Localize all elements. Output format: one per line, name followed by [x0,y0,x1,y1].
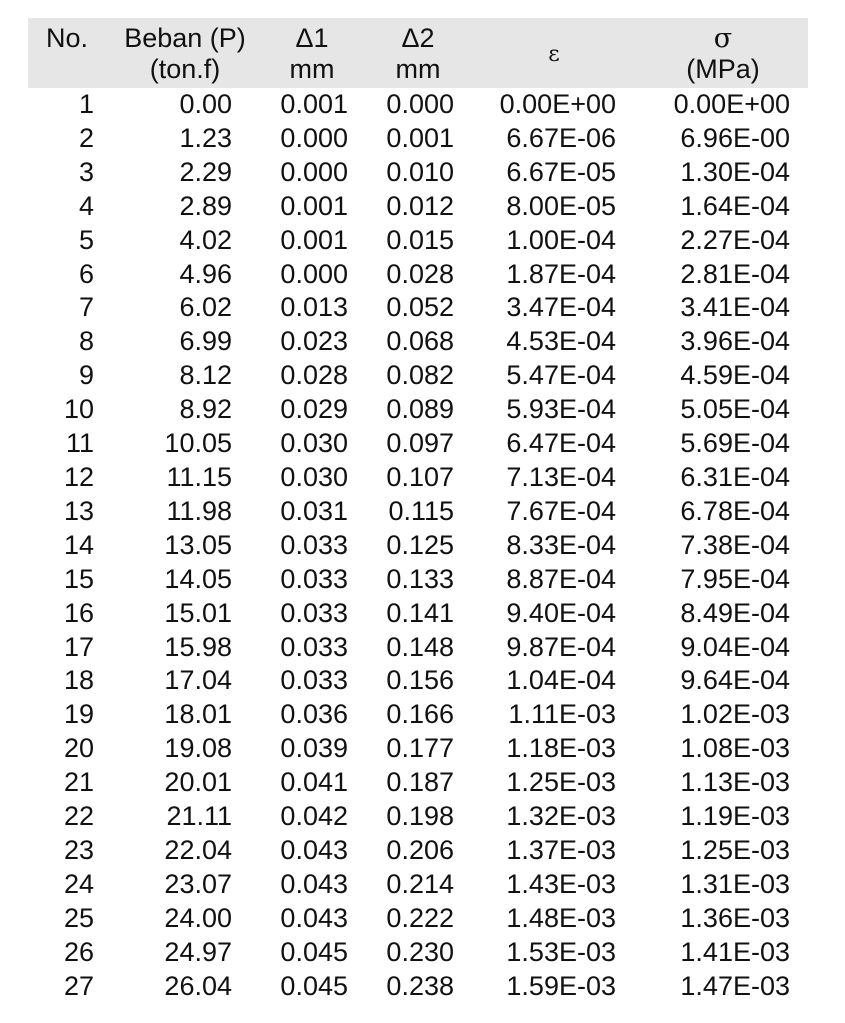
cell-stress: 5.05E-04 [680,394,790,425]
cell-strain: 1.37E-03 [506,834,616,865]
cell-load: 2.89 [179,190,232,221]
table-row [28,529,808,563]
cell-strain: 8.00E-05 [506,190,616,221]
header-stress [638,18,808,88]
cell-delta1: 0.000 [280,122,348,153]
header-no [28,18,112,88]
cell-no: 1 [78,89,94,119]
cell-no: 6 [78,258,94,289]
cell-no: 27 [63,970,94,1001]
cell-delta2: 0.012 [386,190,454,221]
table-row [28,258,808,292]
cell-load: 0.00 [179,89,232,119]
cell-load: 24.97 [164,936,232,967]
cell-stress: 9.64E-04 [680,665,790,696]
cell-delta1: 0.031 [280,495,348,526]
cell-delta2: 0.000 [386,89,454,119]
cell-delta1: 0.042 [280,801,348,832]
table-row [28,732,808,766]
table-header [28,18,808,88]
cell-no: 12 [63,461,94,492]
cell-no: 13 [63,495,94,526]
cell-no: 14 [63,529,94,560]
header-strain [470,18,638,88]
cell-no: 4 [78,190,94,221]
cell-stress: 4.59E-04 [680,360,790,391]
cell-load: 4.96 [179,258,232,289]
cell-stress: 2.27E-04 [680,224,790,255]
cell-delta2: 0.206 [386,834,454,865]
cell-strain: 1.11E-03 [508,699,616,730]
cell-delta2: 0.148 [386,631,454,662]
cell-delta2: 0.166 [386,699,454,730]
cell-delta1: 0.033 [280,597,348,628]
cell-delta1: 0.028 [280,360,348,391]
cell-stress: 1.19E-03 [680,801,790,832]
cell-strain: 1.18E-03 [506,733,616,764]
cell-delta2: 0.177 [386,733,454,764]
cell-strain: 5.93E-04 [506,394,616,425]
cell-stress: 2.81E-04 [680,258,790,289]
cell-delta1: 0.000 [280,156,348,187]
table-row [28,156,808,190]
cell-load: 11.98 [166,495,232,526]
cell-stress: 1.41E-03 [680,936,790,967]
table-row [28,766,808,800]
cell-load: 6.02 [179,292,232,323]
cell-strain: 8.87E-04 [506,563,616,594]
table-row [28,563,808,597]
header-delta2 [366,18,470,88]
cell-load: 10.05 [164,428,232,459]
cell-stress: 1.25E-03 [680,834,790,865]
table-row [28,359,808,393]
cell-no: 26 [63,936,94,967]
cell-delta2: 0.001 [386,122,454,153]
header-no-label: No. [46,23,89,53]
cell-strain: 1.25E-03 [506,767,616,798]
cell-stress: 1.13E-03 [680,767,790,798]
cell-load: 19.08 [164,733,232,764]
cell-load: 18.01 [164,699,232,730]
cell-delta2: 0.010 [386,156,454,187]
cell-delta1: 0.023 [280,326,348,357]
table-row [28,970,808,1004]
cell-delta1: 0.033 [280,563,348,594]
cell-delta1: 0.013 [280,292,348,323]
cell-no: 16 [63,597,94,628]
cell-no: 2 [78,122,94,153]
cell-load: 17.04 [164,665,232,696]
header-load-label: Beban (P) [124,23,246,53]
cell-delta2: 0.238 [386,970,454,1001]
cell-strain: 5.47E-04 [506,360,616,391]
cell-strain: 1.32E-03 [506,801,616,832]
cell-no: 15 [63,563,94,594]
cell-load: 1.23 [179,122,232,153]
cell-delta2: 0.015 [386,224,454,255]
cell-load: 2.29 [179,156,232,187]
table-row [28,291,808,325]
cell-delta2: 0.082 [386,360,454,391]
table-body [28,88,808,1003]
cell-no: 21 [63,767,94,798]
cell-delta2: 0.107 [386,461,454,492]
table-row [28,597,808,631]
cell-strain: 1.59E-03 [506,970,616,1001]
cell-delta2: 0.028 [386,258,454,289]
cell-strain: 3.47E-04 [506,292,616,323]
cell-load: 8.92 [179,394,232,425]
cell-load: 11.15 [166,461,232,492]
table-row [28,224,808,258]
header-delta1 [258,18,366,88]
cell-strain: 4.53E-04 [506,326,616,357]
table-row [28,664,808,698]
cell-delta1: 0.043 [280,834,348,865]
cell-stress: 3.41E-04 [680,292,790,323]
cell-no: 24 [63,868,94,899]
cell-no: 5 [78,224,94,255]
cell-stress: 1.47E-03 [680,970,790,1001]
cell-delta1: 0.039 [280,733,348,764]
cell-load: 13.05 [164,529,232,560]
cell-delta1: 0.033 [280,665,348,696]
cell-delta1: 0.043 [280,902,348,933]
table-row [28,495,808,529]
cell-strain: 0.00E+00 [499,89,616,119]
cell-stress: 1.64E-04 [680,190,790,221]
cell-strain: 1.53E-03 [506,936,616,967]
cell-no: 17 [63,631,94,662]
cell-delta1: 0.030 [280,461,348,492]
cell-stress: 1.08E-03 [680,733,790,764]
cell-load: 15.98 [164,631,232,662]
cell-delta1: 0.001 [280,190,348,221]
cell-load: 24.00 [164,902,232,933]
header-strain-symbol: ε [548,41,560,67]
cell-no: 3 [78,156,94,187]
cell-strain: 9.87E-04 [506,631,616,662]
cell-strain: 1.00E-04 [506,224,616,255]
cell-delta1: 0.033 [280,529,348,560]
header-delta1-label: Δ1 [295,23,329,53]
header-load-unit: (ton.f) [149,54,221,84]
cell-no: 22 [63,801,94,832]
cell-delta1: 0.000 [280,258,348,289]
cell-delta1: 0.033 [280,631,348,662]
table-row [28,834,808,868]
cell-delta1: 0.043 [280,868,348,899]
cell-stress: 8.49E-04 [680,597,790,628]
cell-strain: 6.67E-05 [506,156,616,187]
cell-no: 8 [78,326,94,357]
cell-strain: 6.67E-06 [506,122,616,153]
header-row [28,18,808,88]
cell-no: 11 [65,428,94,459]
cell-delta1: 0.041 [280,767,348,798]
cell-load: 21.11 [166,801,232,832]
cell-load: 8.12 [179,360,232,391]
cell-delta2: 0.097 [386,428,454,459]
cell-strain: 8.33E-04 [506,529,616,560]
cell-load: 20.01 [164,767,232,798]
table-row [28,325,808,359]
table-row [28,88,808,122]
table-row [28,800,808,834]
table-row [28,868,808,902]
cell-stress: 6.96E-00 [680,122,790,153]
cell-stress: 0.00E+00 [673,89,790,119]
cell-load: 4.02 [179,224,232,255]
cell-no: 10 [63,394,94,425]
cell-strain: 6.47E-04 [506,428,616,459]
cell-stress: 1.02E-03 [680,699,790,730]
table-row [28,631,808,665]
cell-load: 15.01 [164,597,232,628]
cell-load: 14.05 [164,563,232,594]
cell-no: 23 [63,834,94,865]
cell-stress: 6.78E-04 [680,495,790,526]
cell-stress: 7.38E-04 [680,529,790,560]
load-test-table [28,18,808,1003]
cell-stress: 9.04E-04 [680,631,790,662]
cell-stress: 5.69E-04 [680,428,790,459]
header-delta1-unit: mm [289,54,335,84]
cell-stress: 1.36E-03 [680,902,790,933]
cell-no: 18 [63,665,94,696]
cell-no: 20 [63,733,94,764]
header-delta2-label: Δ2 [401,23,435,53]
cell-no: 25 [63,902,94,933]
cell-load: 26.04 [164,970,232,1001]
cell-strain: 1.48E-03 [506,902,616,933]
header-delta2-unit: mm [395,54,441,84]
cell-delta1: 0.030 [280,428,348,459]
cell-delta2: 0.115 [388,495,454,526]
cell-delta2: 0.230 [386,936,454,967]
cell-no: 7 [78,292,94,323]
cell-delta2: 0.089 [386,394,454,425]
table-row [28,427,808,461]
header-stress-symbol: σ [713,23,733,54]
cell-delta1: 0.001 [280,89,348,119]
cell-no: 19 [63,699,94,730]
cell-stress: 3.96E-04 [680,326,790,357]
cell-delta2: 0.133 [386,563,454,594]
table-row [28,190,808,224]
table-row [28,393,808,427]
cell-strain: 1.87E-04 [506,258,616,289]
cell-delta2: 0.214 [386,868,454,899]
cell-load: 23.07 [164,868,232,899]
cell-delta2: 0.156 [386,665,454,696]
table-row [28,122,808,156]
cell-delta2: 0.222 [386,902,454,933]
cell-load: 6.99 [179,326,232,357]
table-row [28,902,808,936]
table-row [28,936,808,970]
cell-stress: 1.30E-04 [680,156,790,187]
cell-delta1: 0.001 [280,224,348,255]
cell-strain: 7.67E-04 [506,495,616,526]
cell-delta1: 0.045 [280,936,348,967]
cell-delta2: 0.125 [386,529,454,560]
cell-stress: 1.31E-03 [680,868,790,899]
cell-delta1: 0.029 [280,394,348,425]
cell-delta2: 0.187 [386,767,454,798]
cell-delta2: 0.068 [386,326,454,357]
header-load [112,18,258,88]
cell-stress: 6.31E-04 [680,461,790,492]
header-stress-unit: (MPa) [686,54,760,84]
cell-delta1: 0.045 [280,970,348,1001]
cell-no: 9 [78,360,94,391]
cell-load: 22.04 [164,834,232,865]
cell-delta2: 0.141 [386,597,454,628]
cell-strain: 7.13E-04 [506,461,616,492]
cell-delta2: 0.198 [386,801,454,832]
cell-stress: 7.95E-04 [680,563,790,594]
table-row [28,461,808,495]
cell-strain: 1.04E-04 [506,665,616,696]
cell-strain: 1.43E-03 [506,868,616,899]
cell-strain: 9.40E-04 [506,597,616,628]
table-row [28,698,808,732]
cell-delta2: 0.052 [386,292,454,323]
cell-delta1: 0.036 [280,699,348,730]
